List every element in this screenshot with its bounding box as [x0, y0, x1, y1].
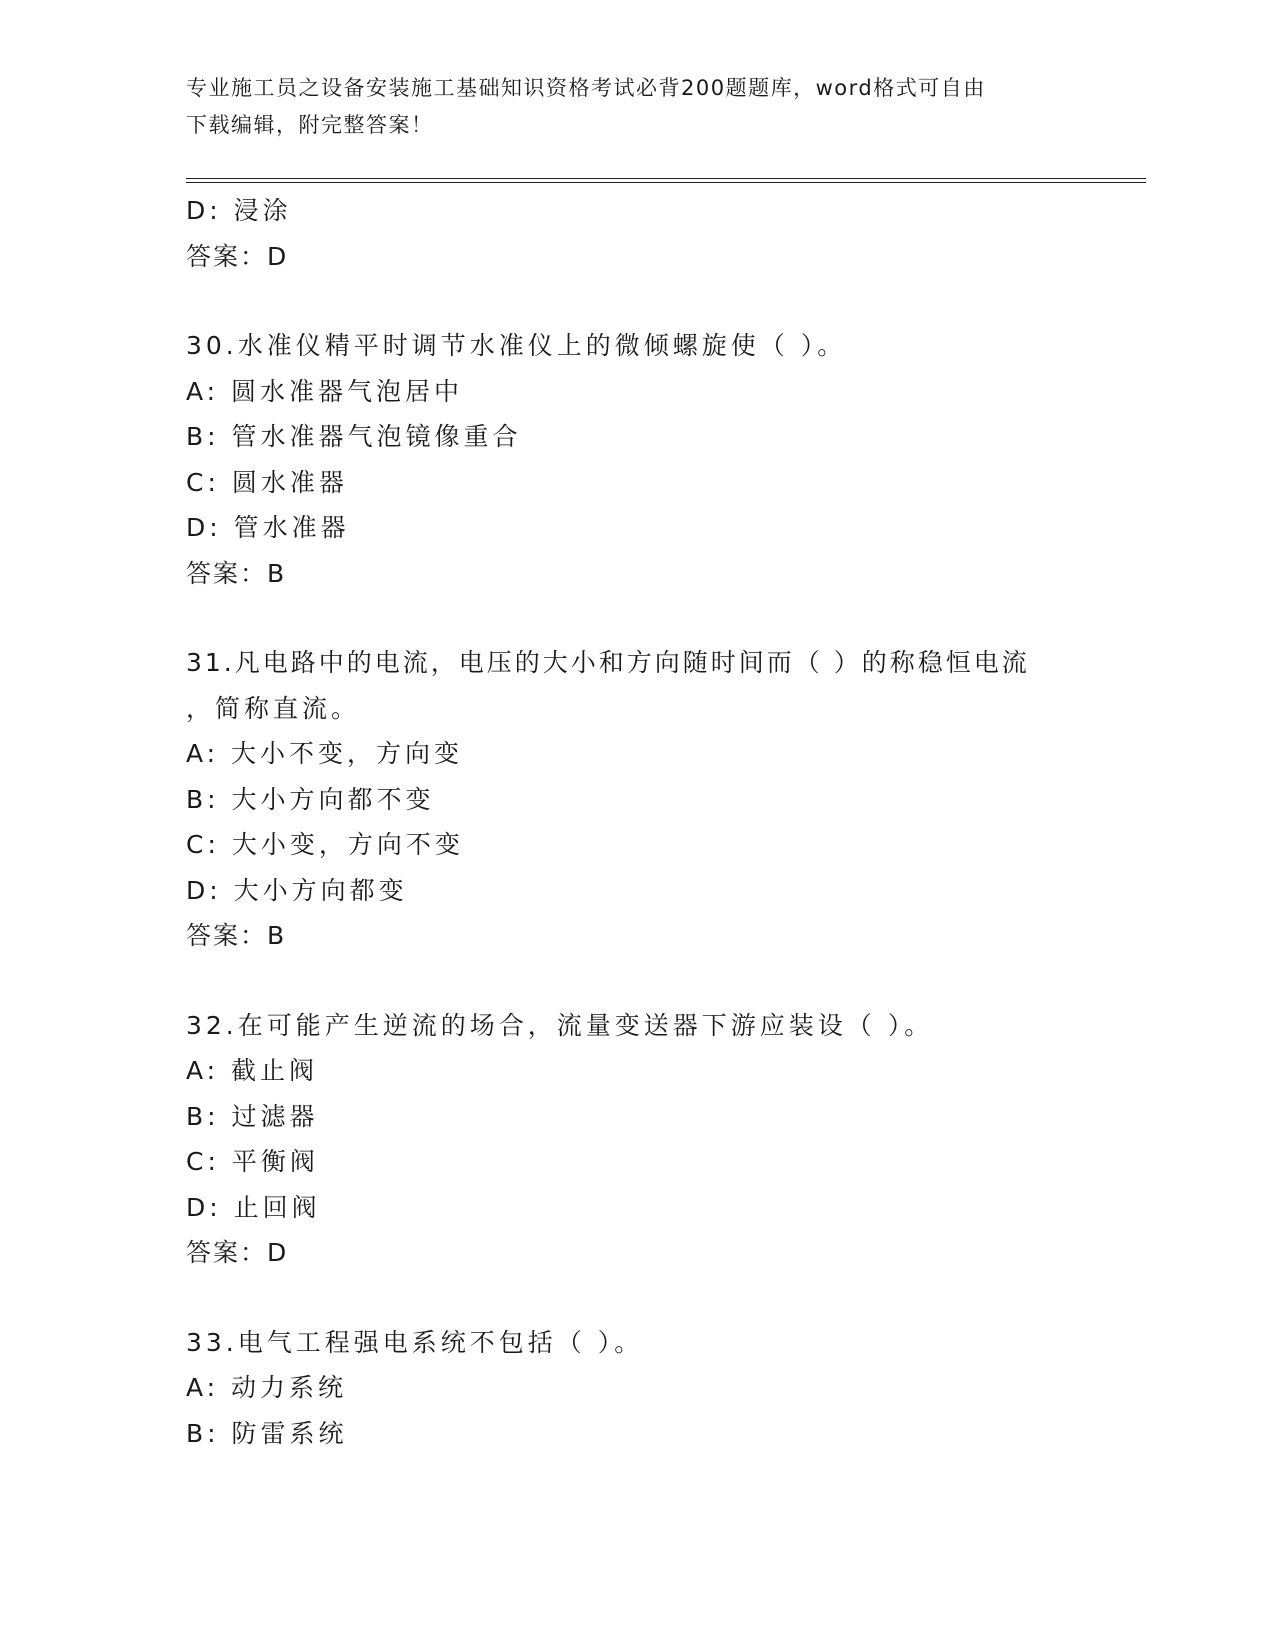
option-b: B: 管水准器气泡镜像重合 [186, 422, 522, 451]
option-a: A: 大小不变，方向变 [186, 739, 464, 768]
option-c: C: 大小变，方向不变 [186, 830, 464, 859]
option-b: B: 过滤器 [186, 1101, 319, 1131]
answer: 答案：B [186, 558, 287, 588]
answer: 答案：D [186, 1238, 289, 1267]
document-body [186, 188, 1086, 1456]
option-a: A: 截止阀 [186, 1056, 319, 1085]
option-c: C: 圆水准器 [186, 467, 348, 497]
header-title-line-1: 专业施工员之设备安装施工基础知识资格考试必背200题题库，word格式可自由 [186, 76, 986, 100]
option-d: D: 浸涂 [186, 196, 292, 225]
option-d: D: 止回阀 [186, 1192, 321, 1222]
header-title-line-2: 下载编辑，附完整答案！ [186, 113, 434, 137]
option-a: A: 动力系统 [186, 1373, 348, 1402]
question-stem-line-2: ，简称直流。 [186, 693, 361, 723]
option-d: D: 管水准器 [186, 513, 350, 542]
answer: 答案：D [186, 241, 289, 271]
question-stem: 30.水准仪精平时调节水准仪上的微倾螺旋使（ ）。 [186, 331, 847, 360]
question-30 [186, 323, 1086, 596]
header-divider-bottom [186, 182, 1146, 183]
question-stem-line-1: 31.凡电路中的电流，电压的大小和方向随时间而（ ）的称稳恒电流 [186, 648, 1030, 677]
document-header [186, 70, 1066, 144]
header-divider-top [186, 178, 1146, 179]
option-b: B: 防雷系统 [186, 1418, 348, 1448]
question-31 [186, 640, 1086, 959]
question-stem: 33.电气工程强电系统不包括（ ）。 [186, 1327, 644, 1357]
answer: 答案：B [186, 921, 287, 950]
option-d: D: 大小方向都变 [186, 875, 408, 905]
question-32 [186, 1003, 1086, 1276]
option-c: C: 平衡阀 [186, 1147, 319, 1176]
question-stem: 32.在可能产生逆流的场合，流量变送器下游应装设（ ）。 [186, 1010, 934, 1040]
option-a: A: 圆水准器气泡居中 [186, 376, 464, 406]
question-33 [186, 1320, 1086, 1457]
option-b: B: 大小方向都不变 [186, 784, 435, 814]
